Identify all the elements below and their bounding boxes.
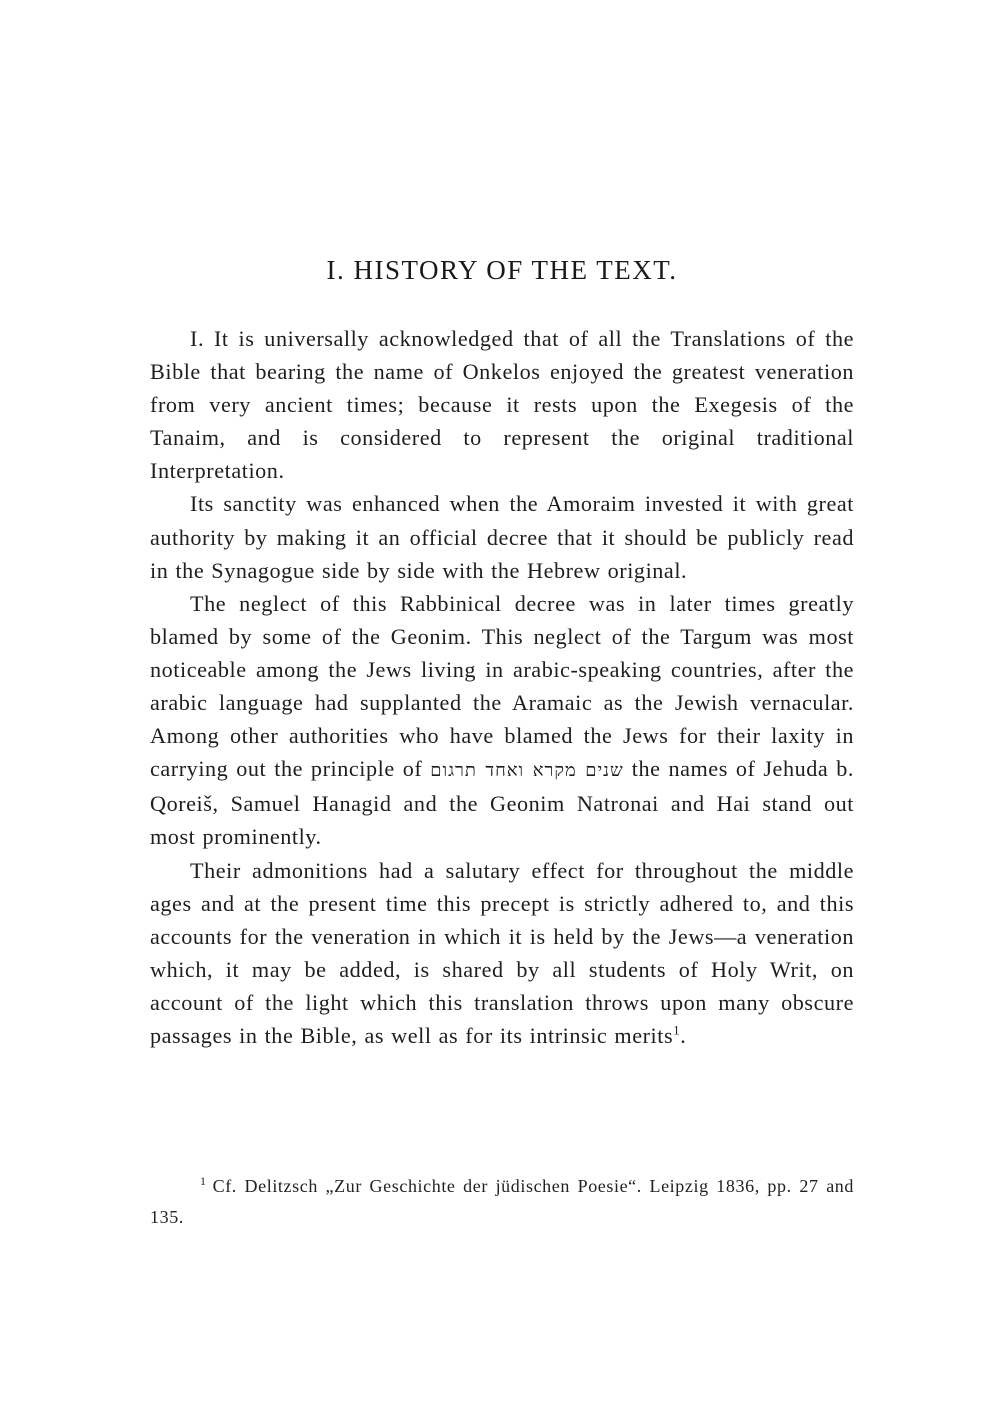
footnote (150, 1171, 854, 1233)
footnote-mark: 1 (200, 1174, 207, 1188)
hebrew-phrase: שנים מקרא ואחד תרגום (430, 760, 624, 782)
footnote-reference: 1 (673, 1022, 681, 1038)
paragraph-3-text-b: the names of Jehuda b. Qoreiš, Samuel Hanagid and the Geonim Natronai and Hai stand out most prominently. (150, 756, 854, 850)
paragraph-3-text-a: The neglect of this Rabbinical decree was in later times greatly blamed by some of the Geonim. This neglect of the Targum was most noticeable among the Jews living in arabic-speaking countries, after the arabic language had supplanted the Aramaic as the Jewish vernacular. Among other authorities who have blamed the Jews for their laxity in carrying out the principle of (150, 590, 854, 782)
paragraph-4: Their admonitions had a salutary effect for throughout the middle ages and at the present time this precept is strictly adhered to, and this accounts for the veneration in which it is held by the Jews—a veneration which, it may be added, is shared by all students of Holy Writ, on account of the light which this translation throws upon many obscure passages in the Bible, as well as for its intrinsic merits$^1$. (150, 857, 854, 1048)
paragraph-3 (150, 587, 854, 854)
paragraph-1: I. It is universally acknowledged that of all the Translations of the Bible that bearing the name of Onkelos enjoyed the greatest veneration from very ancient times; because it rests upon the Exegesis of the Tanaim, and is considered to represent the original traditional Interpretation. (150, 326, 854, 484)
footnote-text: Cf. Delitzsch „Zur Geschichte der jüdischen Poesie“. Leipzig 1836, pp. 27 and 135. (150, 1176, 854, 1227)
body-text (150, 322, 854, 1052)
paragraph-2: Its sanctity was enhanced when the Amoraim invested it with great authority by making it an official decree that it should be publicly read in the Synagogue side by side with the Hebrew original. (150, 491, 854, 583)
section-heading: I. HISTORY OF THE TEXT. (326, 255, 678, 285)
paragraph-4-text: Their admonitions had a salutary effect for throughout the middle ages and at the present time this precept is strictly adhered to, and this accounts for the veneration in which it is held by the Jews—a veneration which, it may be added, is shared by all students of Holy Writ, on account of the light which this translation throws upon many obscure passages in the Bible, as well as for its intrinsic merits (150, 857, 854, 1048)
